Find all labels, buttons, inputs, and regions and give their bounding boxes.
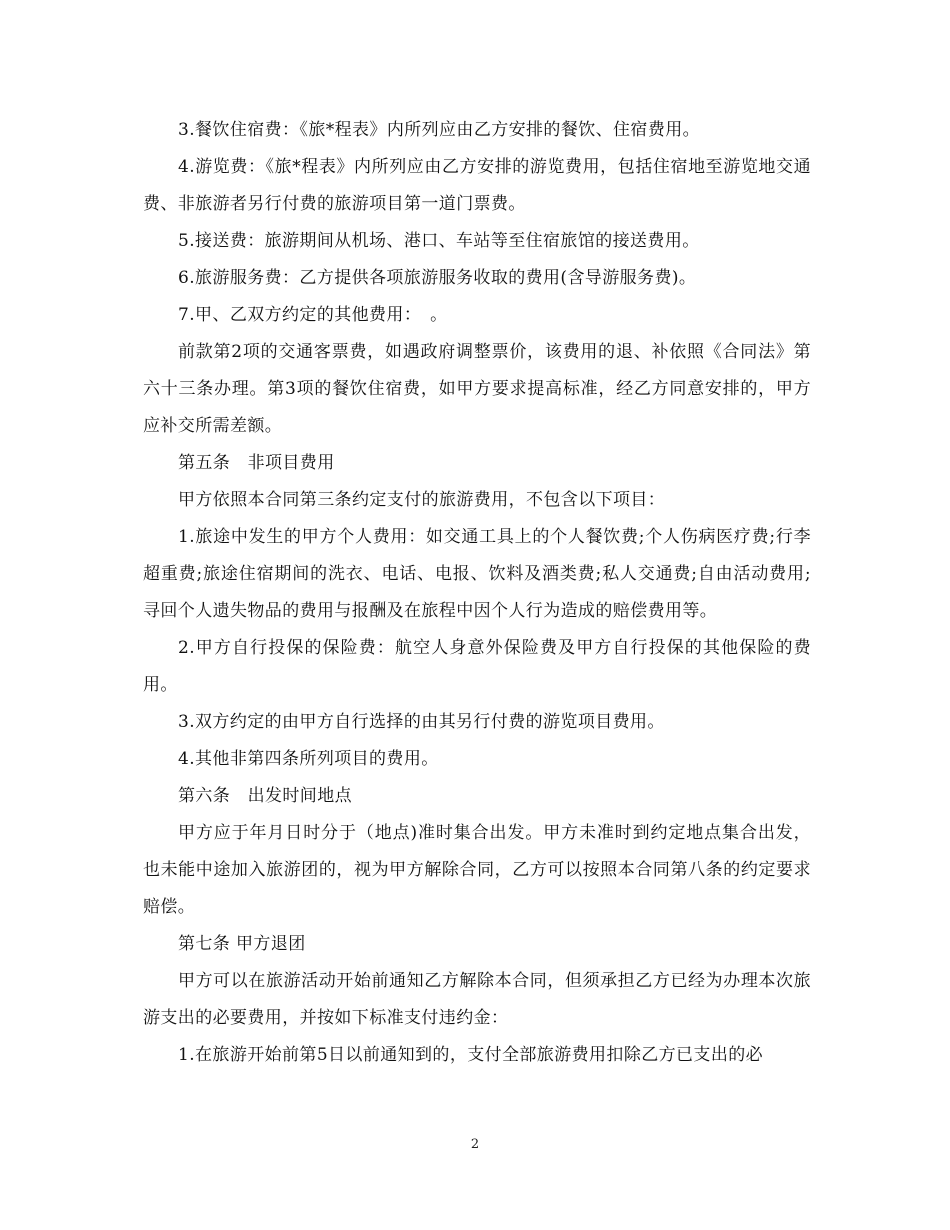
paragraph-excluded-items-intro: 甲方依照本合同第三条约定支付的旅游费用，不包含以下项目： bbox=[178, 490, 666, 510]
paragraph-service-fee: 6.旅游服务费：乙方提供各项旅游服务收取的费用(含导游服务费)。 bbox=[178, 268, 697, 288]
paragraph-meal-accommodation-fee: 3.餐饮住宿费：《旅*程表》内所列应由乙方安排的餐饮、住宿费用。 bbox=[178, 120, 701, 140]
paragraph-other-non-listed: 4.其他非第四条所列项目的费用。 bbox=[178, 749, 439, 769]
paragraph-insurance-fee: 2.甲方自行投保的保险费：航空人身意外保险费及甲方自行投保的其他保险的费用。 bbox=[143, 638, 811, 695]
paragraph-withdrawal: 甲方可以在旅游活动开始前通知乙方解除本合同，但须承担乙方已经为办理本次旅游支出的必要费用，并按如下标准支付违约金： bbox=[143, 971, 811, 1028]
paragraph-transfer-fee: 5.接送费：旅游期间从机场、港口、车站等至住宿旅馆的接送费用。 bbox=[178, 231, 700, 251]
paragraph-departure: 甲方应于年月日时分于（地点)准时集合出发。甲方未准时到约定地点集合出发，也未能中途加入旅游团的，视为甲方解除合同，乙方可以按照本合同第八条的约定要求赔偿。 bbox=[143, 823, 811, 917]
paragraph-fare-adjustment: 前款第2项的交通客票费，如遇政府调整票价，该费用的退、补依照《合同法》第六十三条办理。第3项的餐饮住宿费，如甲方要求提高标准，经乙方同意安排的，甲方应补交所需差额。 bbox=[143, 342, 811, 436]
article-7-heading: 第七条 甲方退团 bbox=[178, 934, 306, 954]
page-number: 2 bbox=[470, 1137, 480, 1152]
paragraph-other-fees: 7.甲、乙双方约定的其他费用： 。 bbox=[178, 305, 448, 325]
paragraph-sightseeing-fee: 4.游览费：《旅*程表》内所列应由乙方安排的游览费用，包括住宿地至游览地交通费、非旅游者另行付费的旅游项目第一道门票费。 bbox=[143, 157, 811, 214]
article-6-heading: 第六条 出发时间地点 bbox=[178, 786, 352, 806]
document-body bbox=[143, 112, 811, 1074]
article-5-heading: 第五条 非项目费用 bbox=[178, 453, 335, 473]
paragraph-optional-tours: 3.双方约定的由甲方自行选择的由其另行付费的游览项目费用。 bbox=[178, 712, 665, 732]
paragraph-personal-expenses: 1.旅途中发生的甲方个人费用：如交通工具上的个人餐饮费;个人伤病医疗费;行李超重费;旅途住宿期间的洗衣、电话、电报、饮料及酒类费;私人交通费;自由活动费用;寻回个人遗失物品的费用与报酬及在旅程中因个人行为造成的赔偿费用等。 bbox=[143, 527, 811, 621]
paragraph-withdrawal-rule-1: 1.在旅游开始前第5日以前通知到的，支付全部旅游费用扣除乙方已支出的必 bbox=[178, 1045, 764, 1065]
